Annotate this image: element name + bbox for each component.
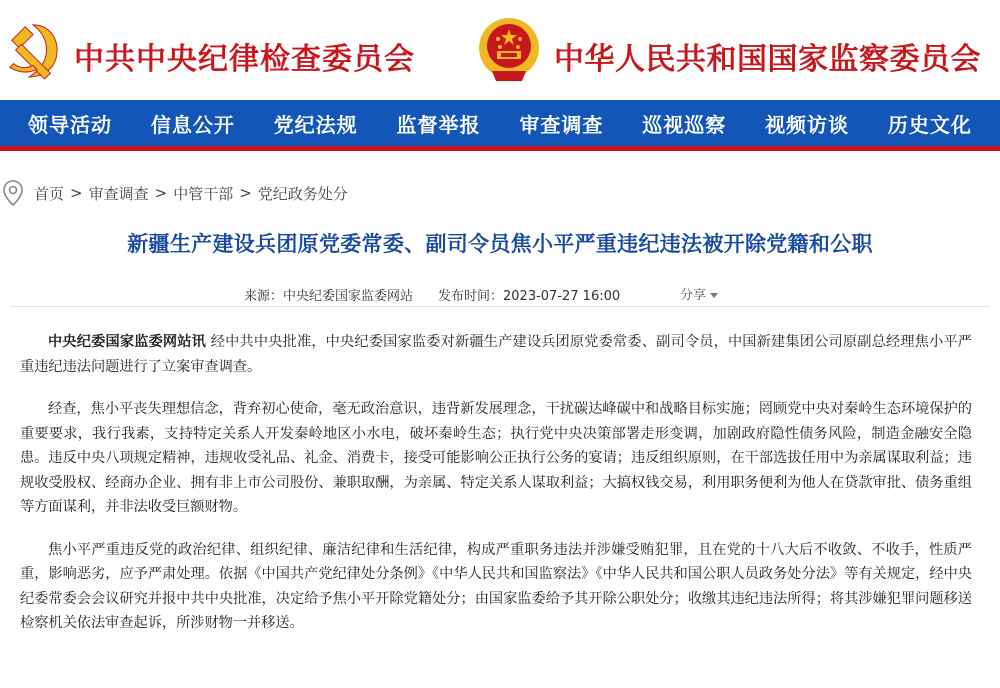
paragraph-text: 经中共中央批准，中央纪委国家监委对新疆生产建设兵团原党委常委、副司令员，中国新建集团公司原副总经理焦小平严重违纪违法问题进行了立案审查调查。 — [20, 334, 972, 375]
breadcrumb-home[interactable]: 首页 — [34, 184, 65, 203]
main-nav — [0, 100, 1000, 151]
article-meta — [0, 283, 1000, 305]
article-paragraph: 焦小平严重违反党的政治纪律、组织纪律、廉洁纪律和生活纪律，构成严重职务违法并涉嫌受贿犯罪，且在党的十八大后不收敛、不收手，性质严重，影响恶劣，应予严肃处理。依据《中国共产党纪律处分条例》《中华人民共和国监察法》《中华人民共和国公职人员政务处分法》等有关规定，经中央纪委常委会会议研究并报中共中央批准，决定给予焦小平开除党籍处分；由国家监委给予其开除公职处分；收缴其违纪违法所得；将其涉嫌犯罪问题移送检察机关依法审查起诉，所涉财物一并移送。 — [20, 541, 972, 631]
nav-item-regulations[interactable]: 党纪法规 — [273, 112, 358, 137]
site-header — [0, 0, 1000, 100]
hammer-sickle-emblem — [4, 18, 62, 82]
article-publish-time: 发布时间：2023-07-27 16:00 — [438, 289, 621, 304]
breadcrumb-discipline-punishment[interactable]: 党纪政务处分 — [257, 184, 348, 203]
location-pin-icon — [2, 179, 24, 207]
breadcrumb — [2, 178, 348, 208]
breadcrumb-separator: > — [154, 184, 168, 202]
article-paragraph: 经查，焦小平丧失理想信念，背弃初心使命，毫无政治意识，违背新发展理念，干扰碳达峰碳中和战略目标实施；罔顾党中央对秦岭生态环境保护的重要要求，我行我素，支持特定关系人开发秦岭地区小水电，破坏秦岭生态；执行党中央决策部署走形变调，加剧政府隐性债务风险，制造金融安全隐患。违反中央八项规定精神，违规收受礼品、礼金、消费卡，接受可能影响公正执行公务的宴请；违反组织原则，在干部选拔任用中为亲属谋取利益；违规收受股权、经商办企业、拥有非上市公司股份、兼职取酬，为亲属、特定关系人谋取利益；大搞权钱交易，利用职务便利为他人在贷款审批、债务重组等方面谋利，并非法收受巨额财物。 — [20, 401, 972, 515]
breadcrumb-central-cadres[interactable]: 中管干部 — [173, 184, 234, 203]
article-paragraph — [20, 330, 972, 379]
chevron-down-icon — [710, 293, 718, 298]
breadcrumb-separator: > — [70, 184, 83, 202]
nav-item-info-disclosure[interactable]: 信息公开 — [150, 112, 235, 137]
breadcrumb-separator: > — [239, 184, 252, 202]
nav-item-inspection[interactable]: 巡视巡察 — [642, 112, 727, 137]
national-emblem — [476, 15, 542, 85]
share-label: 分享 — [680, 288, 707, 303]
share-button[interactable] — [680, 284, 718, 303]
article-source: 来源：中央纪委国家监委网站 — [244, 289, 414, 304]
article-body — [20, 330, 972, 654]
lead-source: 中央纪委国家监委网站讯 — [48, 334, 207, 350]
divider — [10, 306, 990, 307]
nav-item-leadership[interactable]: 领导活动 — [28, 112, 112, 137]
nav-item-report[interactable]: 监督举报 — [396, 112, 481, 137]
nav-item-video[interactable]: 视频访谈 — [765, 112, 850, 137]
breadcrumb-investigation[interactable]: 审查调查 — [88, 184, 149, 203]
org-name-cpc: 中共中央纪律检查委员会 — [74, 42, 415, 77]
nav-item-investigation[interactable]: 审查调查 — [519, 112, 604, 137]
article-title: 新疆生产建设兵团原党委常委、副司令员焦小平严重违纪违法被开除党籍和公职 — [127, 232, 873, 256]
nav-item-history[interactable]: 历史文化 — [887, 112, 972, 137]
org-name-ncs: 中华人民共和国国家监察委员会 — [554, 42, 981, 77]
